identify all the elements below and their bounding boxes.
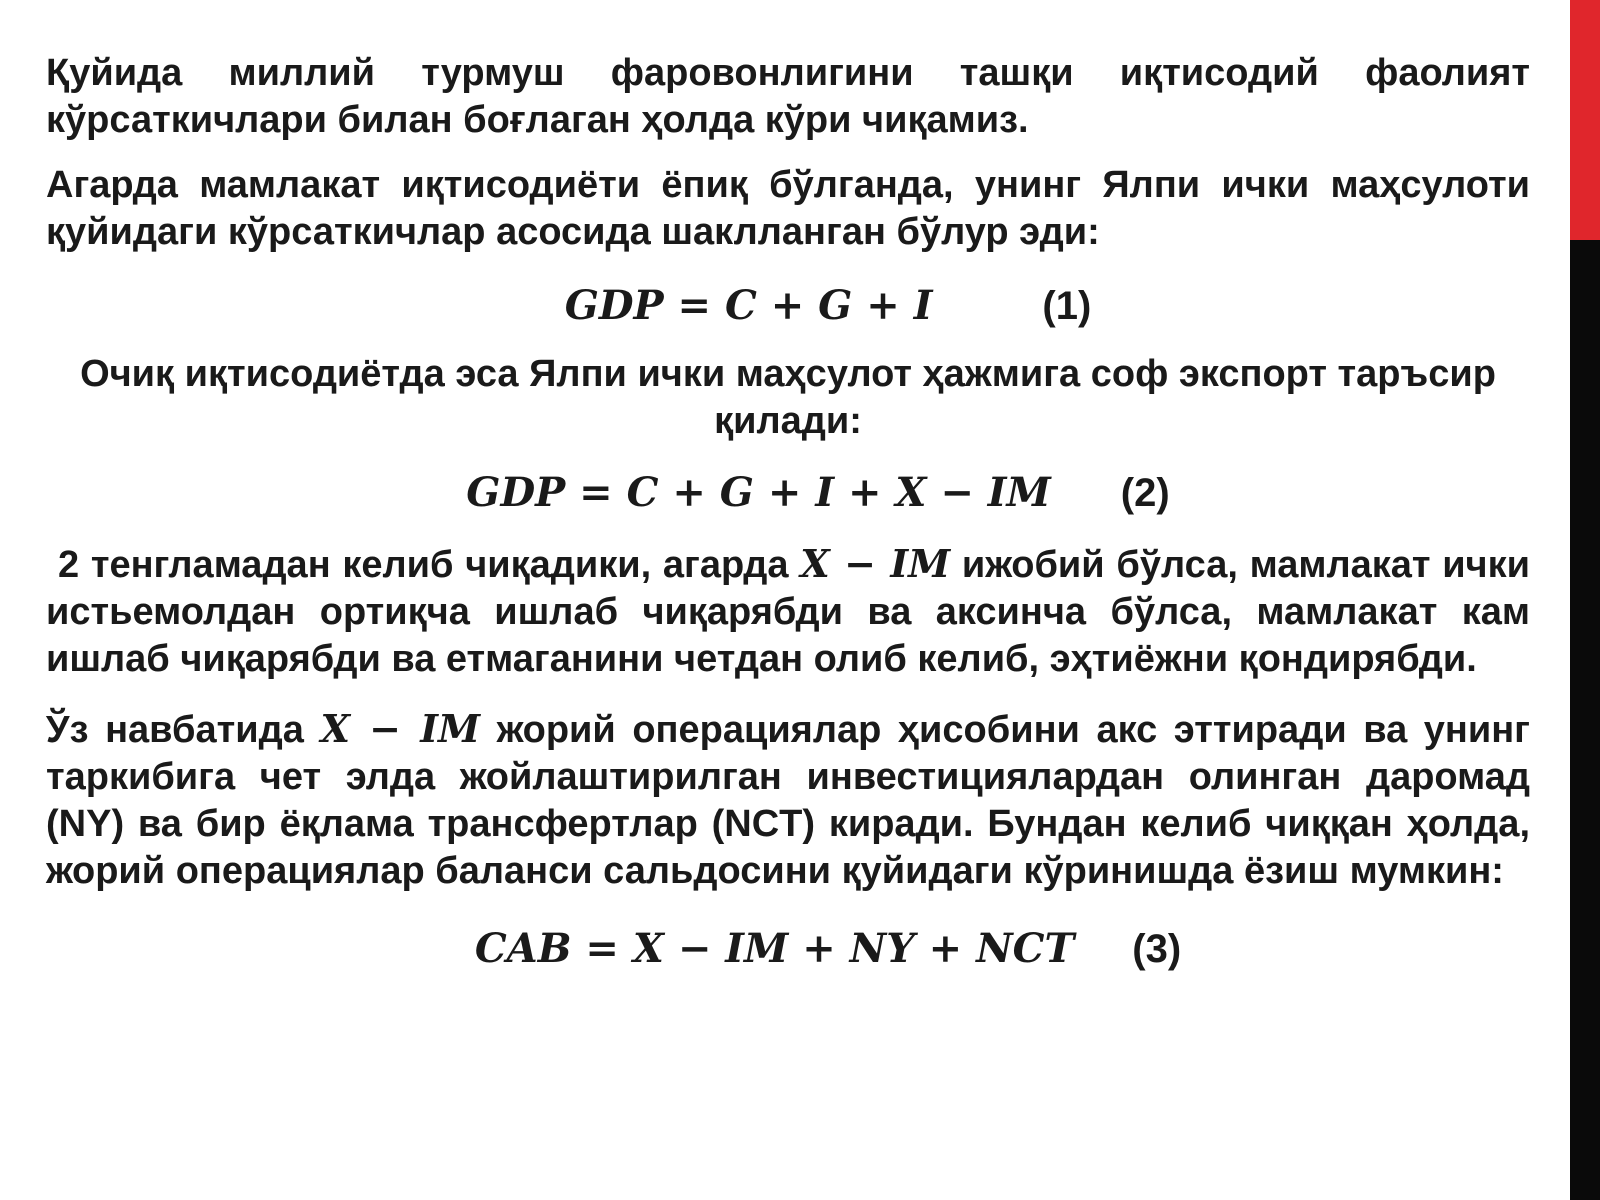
inline-math-net-export: X − IM: [800, 541, 951, 586]
formula-1-expression: GDP = C + G + I: [564, 282, 933, 329]
paragraph-current-account-start: Ўз навбатида: [46, 709, 304, 751]
formula-1-number: (1): [1042, 284, 1092, 328]
formula-3: [46, 925, 1530, 974]
formula-2-number: (2): [1120, 471, 1170, 515]
formula-2-expression: GDP = C + G + I + X − IM: [466, 469, 1051, 516]
paragraph-current-account-end: жорий операциялар ҳисобини акс эттиради ва унинг таркибига чет элда жойлаштирилган инвестициялардан олинган даромад (NY) ва бир ёқлама трансфертлар (NCT) киради. Бундан келиб чиққан ҳолда, жорий операциялар баланси сальдосини қуйидаги кўринишда ёзиш мумкин:: [46, 709, 1531, 892]
paragraph-closed-economy: Агарда мамлакат иқтисодиёти ёпиқ бўлганда, унинг Ялпи ички маҳсулоти қуйидаги кўрсаткичлар асосида шаклланган бўлур эди:: [46, 164, 1530, 253]
formula-3-expression: CAB = X − IM + NY + NCT: [474, 925, 1075, 972]
paragraph-net-export: [46, 540, 1530, 683]
slide-content: [46, 44, 1530, 974]
paragraph-net-export-end: ижобий бўлса, мамлакат ички истьемолдан ортиқча ишлаб чиқарябди ва аксинча бўлса, мамлакат кам ишлаб чиқарябди ва етмаганини четдан олиб келиб, эҳтиёжни қондирябди.: [46, 544, 1530, 680]
paragraph-net-export-start: 2 тенгламадан келиб чиқадики, агарда: [58, 544, 789, 586]
formula-2: [46, 469, 1530, 518]
edge-dark-bar: [1570, 240, 1600, 1200]
edge-accent-bar: [1570, 0, 1600, 240]
paragraph-intro: Қуйида миллий турмуш фаровонлигини ташқи иқтисодий фаолият кўрсаткичлари билан боғлаган ҳолда кўри чиқамиз.: [46, 52, 1530, 141]
paragraph-current-account: [46, 705, 1530, 895]
inline-math-current-account: X − IM: [320, 706, 481, 751]
formula-3-number: (3): [1132, 927, 1182, 971]
formula-1: [46, 282, 1530, 331]
paragraph-open-economy: Очиқ иқтисодиётда эса Ялпи ички маҳсулот ҳажмига соф экспорт таръсир қилади:: [80, 353, 1496, 442]
